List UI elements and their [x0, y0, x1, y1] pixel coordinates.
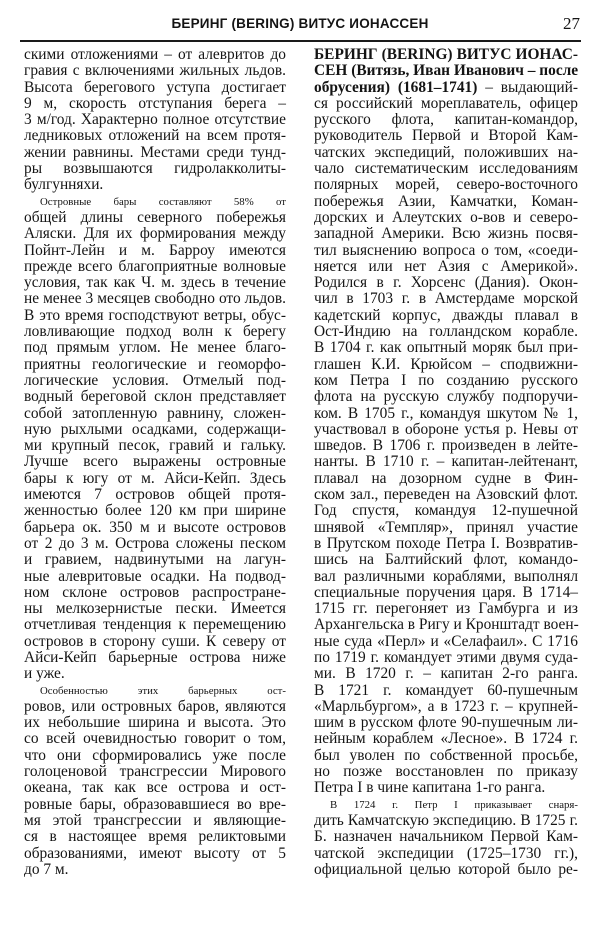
- text-line: ные суда «Перл» и «Селафаил». С 1716: [314, 632, 578, 650]
- text-line: шведов. В 1706 г. произведен в лейте-: [314, 437, 578, 455]
- text-line: специальные поручения царя. В 1714–: [314, 583, 578, 601]
- text-line: прежде всего благоприятные волновые: [24, 257, 286, 275]
- text-line: под прямым углом. Не менее благо-: [24, 339, 286, 357]
- text-line: участвовал в обороне устья р. Невы от: [314, 420, 578, 438]
- text-line: флота на русскую службу подпоручи-: [314, 388, 578, 406]
- text-line: «Марльбургом», а в 1723 г. – крупней-: [314, 697, 578, 715]
- text-line: глашен К.И. Крюйсом – сподвижни-: [314, 355, 578, 373]
- text-line: и уже.: [24, 665, 65, 683]
- text-line: ную рыхлыми осадками, содержащи-: [24, 420, 286, 438]
- text-line: тил выяснению вопроса о том, «соеди-: [314, 241, 578, 259]
- text-line: нейным кораблем «Лесное». В 1724 г.: [314, 730, 578, 748]
- text-line: В это время господствуют ветры, обус-: [24, 306, 286, 324]
- text-line: шнявой «Темпляр», принял участие: [314, 518, 578, 536]
- text-line: жении равнины. Местами среди тунд-: [24, 143, 286, 161]
- text-line: барьера ок. 350 м и высоте островов: [24, 518, 286, 536]
- text-line: Родился в г. Хорсенс (Дания). Окон-: [314, 274, 578, 292]
- text-line: В 1721 г. командует 60-пушечным: [314, 681, 578, 699]
- text-line: их небольшие ширина и высота. Это: [24, 714, 286, 732]
- text-line: ные алевритовые осадки. На подвод-: [24, 567, 286, 585]
- text-line: голоценовой трансгрессии Мирового: [24, 763, 286, 781]
- page-number: 27: [563, 14, 580, 33]
- entry-body: [314, 96, 578, 878]
- text-line: ся российский мореплаватель, офицер: [314, 94, 578, 112]
- text-line: шим в русском флоте 90-пушечным ли-: [314, 714, 578, 732]
- text-line: женностью более 120 км при ширине: [24, 502, 286, 520]
- heading-line: [314, 63, 578, 79]
- entry-heading: [314, 47, 578, 96]
- text-line: ми крупный песок, гравий и гальку.: [24, 437, 286, 455]
- text-line: в Прутском походе Петра I. Возвратив-: [314, 534, 578, 552]
- text-line: скими отложениями – от алевритов до: [24, 46, 286, 63]
- text-line: В 1724 г. Петр I приказывает снаря-: [330, 798, 578, 811]
- text-line: Айси-Кейп барьерные острова ниже: [24, 648, 286, 666]
- text-line: ми. В 1720 г. – капитан 2-го ранга.: [314, 665, 578, 683]
- text-line: со всей очевидностью говорит о том,: [24, 730, 286, 748]
- text-line: Петра I в чине капитана 1-го ранга.: [314, 779, 546, 797]
- heading-bold-text: БЕРИНГ (BERING) ВИТУС ИОНАС-: [314, 46, 578, 63]
- text-line: от 2 до 3 м. Острова сложены песком: [24, 534, 286, 552]
- text-line: бары к югу от м. Айси-Кейп. Здесь: [24, 469, 286, 487]
- text-line: ном склоне островов распростране-: [24, 583, 286, 601]
- text-line: до 7 м.: [24, 860, 69, 878]
- text-line: мя этой трансгрессии и являющие-: [24, 811, 286, 829]
- text-line: логические условия. Отмелый под-: [24, 371, 286, 389]
- text-line: приятны геологические и геоморфо-: [24, 355, 286, 373]
- text-line: нанты. В 1710 г. – капитан-лейтенант,: [314, 453, 578, 471]
- text-line: дорских и Алеутских о-вов и северо-: [314, 208, 578, 226]
- running-title: БЕРИНГ (BERING) ВИТУС ИОНАССЕН: [171, 16, 429, 31]
- text-line: шись на Балтийский флот, командо-: [314, 551, 578, 569]
- text-line: Аляски. Для их формирования между: [24, 225, 286, 243]
- text-line: ловливающие подход волн к берегу: [24, 323, 286, 341]
- right-column: [314, 47, 578, 878]
- text-line: руководитель Первой и Второй Кам-: [314, 127, 578, 145]
- heading-line: [314, 47, 578, 63]
- text-line: собой затопленную равнину, сложен-: [24, 404, 286, 422]
- text-line: образованиями, имеют высоту от 5: [24, 844, 286, 862]
- text-line: водный береговой склон представляет: [24, 388, 286, 406]
- text-line: Пойнт-Лейн и м. Барроу имеются: [24, 241, 286, 259]
- text-line: западной Америки. Всю жизнь посвя-: [314, 225, 578, 243]
- left-column: [24, 47, 286, 878]
- text-line: вал различными кораблями, выполнял: [314, 567, 578, 585]
- text-line: кадетский корпус, дважды плавал в: [314, 306, 578, 324]
- page-header: [20, 14, 580, 42]
- text-line: чало систематическим исследованиям: [314, 160, 578, 178]
- text-line: не менее 3 месяцев свободно ото льдов.: [24, 290, 286, 308]
- text-line: океана, так как все острова и ост-: [24, 779, 286, 797]
- heading-rest-text: – выдающий-: [477, 78, 578, 96]
- text-line: В 1704 г. как опытный моряк был при-: [314, 339, 578, 357]
- text-line: Б. назначен начальником Первой Кам-: [314, 828, 578, 846]
- header-rule: [20, 40, 581, 42]
- text-line: был уволен по собственной просьбе,: [314, 746, 578, 764]
- text-line: ледниковых отложений на всем протя-: [24, 127, 286, 145]
- heading-bold-text: СЕН (Витязь, Иван Иванович – после: [314, 62, 579, 80]
- text-line: чатской экспедиции (1725–1730 гг.),: [314, 844, 578, 862]
- text-line: 1715 гг. перегоняет из Гамбурга и из: [314, 600, 578, 618]
- text-line: островов в сторону суши. К северу от: [24, 632, 286, 650]
- text-line: побережья Азии, Камчатки, Коман-: [314, 192, 578, 210]
- text-line: Высота берегового уступа достигает: [24, 78, 286, 96]
- text-line: ры возвышаются гидролакколиты-: [24, 160, 286, 178]
- text-line: отчетливая тенденция к перемещению: [24, 616, 286, 634]
- text-line: Островные бары составляют 58% от: [40, 195, 286, 208]
- text-line: плавал на дозорном судне в Фин-: [314, 469, 578, 487]
- text-line: ском зал., переведен на Азовский флот.: [314, 486, 578, 504]
- text-line: Архангельска в Ригу и Кронштадт воен-: [314, 616, 579, 634]
- text-line: ком. В 1705 г., командуя шкутом № 1,: [314, 404, 578, 422]
- text-line: но позже восстановлен по приказу: [314, 763, 578, 781]
- text-line: общей длины северного побережья: [24, 208, 286, 226]
- text-line: Год спустя, командуя 12-пушечной: [314, 502, 578, 520]
- text-line: Лучше всего выражены островные: [24, 453, 286, 471]
- text-line: Ост-Индию на голландском корабле.: [314, 323, 578, 341]
- text-line: 3 м/год. Характерно полное отсутствие: [24, 111, 286, 129]
- text-line: ны мелкозернистые пески. Имеется: [24, 600, 286, 618]
- text-line: 9 м, скорость отступания берега –: [24, 94, 286, 112]
- text-line: булгунняхи.: [24, 176, 104, 194]
- text-line: чил в 1703 г. в Амстердаме морской: [314, 290, 578, 308]
- heading-line: [314, 80, 578, 96]
- text-line: и гравием, надвинутыми на лагун-: [24, 551, 286, 569]
- text-line: ровные бары, образовавшиеся во вре-: [24, 795, 286, 813]
- text-line: ся в настоящее время реликтовыми: [24, 828, 286, 846]
- text-line: имеются 7 островов общей протя-: [24, 486, 286, 504]
- text-line: ком Петра I по созданию русского: [314, 371, 578, 389]
- text-line: официальной целью которой было ре-: [314, 860, 578, 878]
- heading-bold-text: обрусения) (1681–1741): [314, 78, 478, 96]
- text-line: Особенностью этих барьерных ост-: [40, 684, 286, 697]
- text-line: русского флота, капитан-командор,: [314, 111, 578, 129]
- text-line: по 1719 г. командует этими двумя суда-: [314, 648, 578, 666]
- text-line: условия, так как Ч. м. здесь в течение: [24, 274, 286, 292]
- text-line: ровов, или островных баров, являются: [24, 697, 286, 715]
- text-line: что они сформировались уже после: [24, 746, 286, 764]
- text-line: дить Камчатскую экспедицию. В 1725 г.: [314, 811, 578, 829]
- text-line: гравия с включениями жильных льдов.: [24, 62, 286, 80]
- text-line: чатских экспедиций, положивших на-: [314, 143, 578, 161]
- text-line: полярных морей, северо-восточного: [314, 176, 578, 194]
- text-line: няется или нет Азия с Америкой».: [314, 257, 578, 275]
